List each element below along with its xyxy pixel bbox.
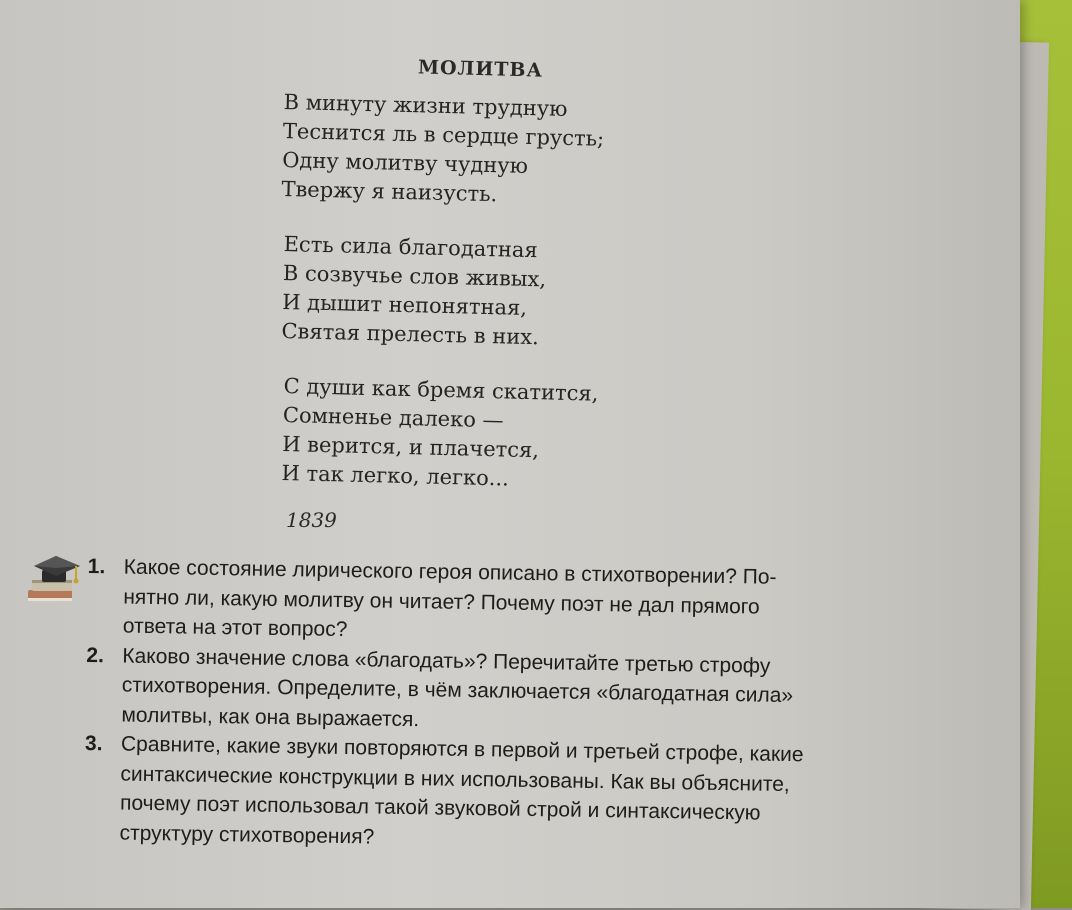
- poem-line: Есть сила благодатная: [283, 231, 538, 263]
- question-line: молитвы, как она выражается.: [121, 703, 420, 731]
- poem-line: С души как бремя скатится,: [283, 373, 599, 406]
- poem-line: И дышит непонятная,: [281, 289, 528, 320]
- questions-list: [83, 552, 948, 860]
- question-line: Какое состояние лирического героя описано в стихотворении? По-: [123, 555, 777, 589]
- question-item: [83, 729, 945, 860]
- poem-line: Одну молитву чудную: [281, 147, 529, 178]
- question-line: структуру стихотворения?: [119, 821, 375, 849]
- poem-line: Теснится ль в сердце грусть;: [282, 118, 605, 151]
- poem-line: Сомненье далеко —: [282, 402, 504, 433]
- poem-line: В минуту жизни трудную: [283, 89, 568, 121]
- question-line: Каково значение слова «благодать»? Перечитайте третью строфу: [122, 644, 771, 678]
- question-number: 3.: [84, 731, 103, 756]
- question-line: Сравните, какие звуки повторяются в первой и третьей строфе, какие: [120, 732, 804, 767]
- poem-line: И верится, и плачется,: [281, 431, 540, 463]
- poem-title: МОЛИТВА: [417, 56, 544, 82]
- question-line: ответа на этот вопрос?: [122, 614, 348, 642]
- question-item: [87, 552, 948, 654]
- stanza-3: [281, 372, 704, 498]
- poem-date: 1839: [286, 508, 337, 532]
- question-line: стихотворения. Определите, в чём заключается «благодатная сила»: [121, 673, 794, 708]
- graduation-cap-on-books-icon: [24, 550, 86, 612]
- question-item: [85, 640, 946, 742]
- question-line: нятно ли, какую молитву он читает? Почему поэт не дал прямого: [123, 585, 760, 619]
- question-number: 2.: [86, 643, 105, 667]
- stanza-1: [281, 88, 704, 214]
- question-line: почему поэт использовал такой звуковой строй и синтаксическую: [119, 791, 761, 825]
- poem-line: Твержу я наизусть.: [281, 176, 498, 207]
- question-line: синтаксические конструкции в них использованы. Как вы объясните,: [120, 762, 790, 796]
- poem-line: Святая прелесть в них.: [281, 318, 540, 350]
- stanza-2: [281, 230, 704, 356]
- poem-line: В созвучье слов живых,: [282, 260, 547, 292]
- poem-line: И так легко, легко...: [281, 460, 510, 491]
- question-number: 1.: [87, 554, 106, 579]
